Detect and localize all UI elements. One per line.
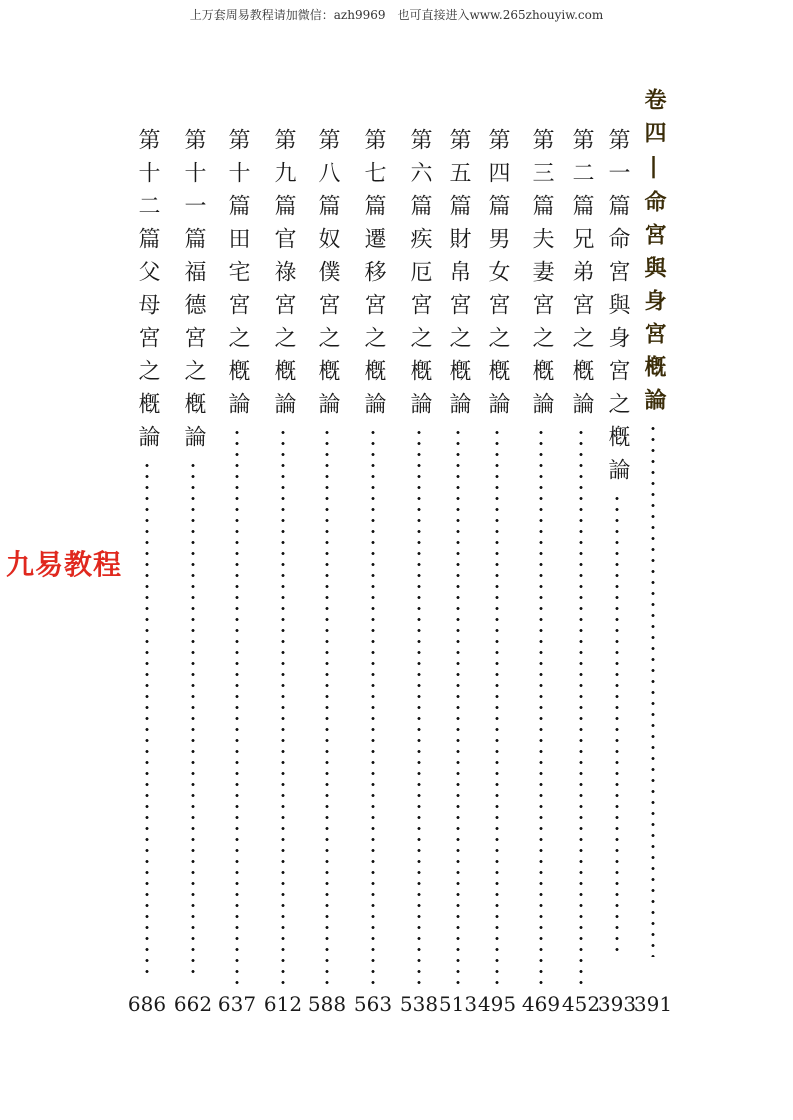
volume-title-column — [637, 88, 669, 957]
dot-leader — [325, 427, 329, 985]
toc-entry-9[interactable] — [267, 128, 299, 985]
toc-entry-title: 第十篇田宅宮之槪論 — [225, 128, 250, 425]
dot-leader — [281, 427, 285, 985]
toc-entry-page-number: 612 — [263, 992, 303, 1016]
dot-leader — [417, 427, 421, 985]
toc-entry-title: 第十一篇福德宮之槪論 — [181, 128, 206, 458]
dot-leader — [495, 427, 499, 985]
toc-entry-page-number: 662 — [173, 992, 213, 1016]
dot-leader — [539, 427, 543, 985]
toc-entry-title: 第九篇官祿宮之槪論 — [271, 128, 296, 425]
toc-entry-8[interactable] — [311, 128, 343, 985]
toc-entry-title: 第六篇疾厄宮之槪論 — [407, 128, 432, 425]
toc-entry-10[interactable] — [221, 128, 253, 985]
toc-entry-title: 第四篇男女宮之槪論 — [485, 128, 510, 425]
toc-entry-page-number: 452 — [561, 992, 601, 1016]
toc-entry-page-number: 563 — [353, 992, 393, 1016]
toc-entry-title: 第七篇遷移宮之槪論 — [361, 128, 386, 425]
toc-entry-page-number: 393 — [597, 992, 637, 1016]
dot-leader — [371, 427, 375, 985]
toc-entry-1[interactable] — [601, 128, 633, 955]
dot-leader — [615, 493, 619, 955]
dot-leader — [456, 427, 460, 985]
toc-entry-page-number: 469 — [521, 992, 561, 1016]
dot-leader — [191, 460, 195, 978]
toc-entry-7[interactable] — [357, 128, 389, 985]
dot-leader — [579, 427, 583, 985]
toc-entry-title: 第十二篇父母宮之槪論 — [135, 128, 160, 458]
toc-entry-6[interactable] — [403, 128, 435, 985]
toc-entry-title: 第三篇夫妻宮之槪論 — [529, 128, 554, 425]
toc-entry-page-number: 538 — [399, 992, 439, 1016]
toc-entry-2[interactable] — [565, 128, 597, 985]
toc-entry-page-number: 495 — [477, 992, 517, 1016]
toc-entry-title: 第二篇兄弟宮之槪論 — [569, 128, 594, 425]
toc-entry-page-number: 513 — [438, 992, 478, 1016]
toc-entry-5[interactable] — [442, 128, 474, 985]
toc-entry-3[interactable] — [525, 128, 557, 985]
toc-entry-page-number: 686 — [127, 992, 167, 1016]
toc-entry-title: 第五篇財帛宮之槪論 — [446, 128, 471, 425]
watermark-logo: 九易教程 — [6, 548, 123, 581]
volume-title: 卷四|命宮與身宮槪論 — [641, 88, 666, 421]
toc-entry-12[interactable] — [131, 128, 163, 974]
toc-entry-11[interactable] — [177, 128, 209, 978]
toc-entry-page-number: 588 — [307, 992, 347, 1016]
dot-leader — [651, 423, 655, 957]
dot-leader — [235, 427, 239, 985]
page-header: 上万套周易教程请加微信：azh9969 也可直接进入www.265zhouyiw.com — [189, 8, 604, 22]
toc-entry-page-number: 637 — [217, 992, 257, 1016]
toc-entry-title: 第八篇奴僕宮之槪論 — [315, 128, 340, 425]
dot-leader — [145, 460, 149, 974]
toc-entry-4[interactable] — [481, 128, 513, 985]
toc-entry-title: 第一篇命宮與身宮之槪論 — [605, 128, 630, 491]
volume-title-page-number: 391 — [633, 992, 673, 1016]
